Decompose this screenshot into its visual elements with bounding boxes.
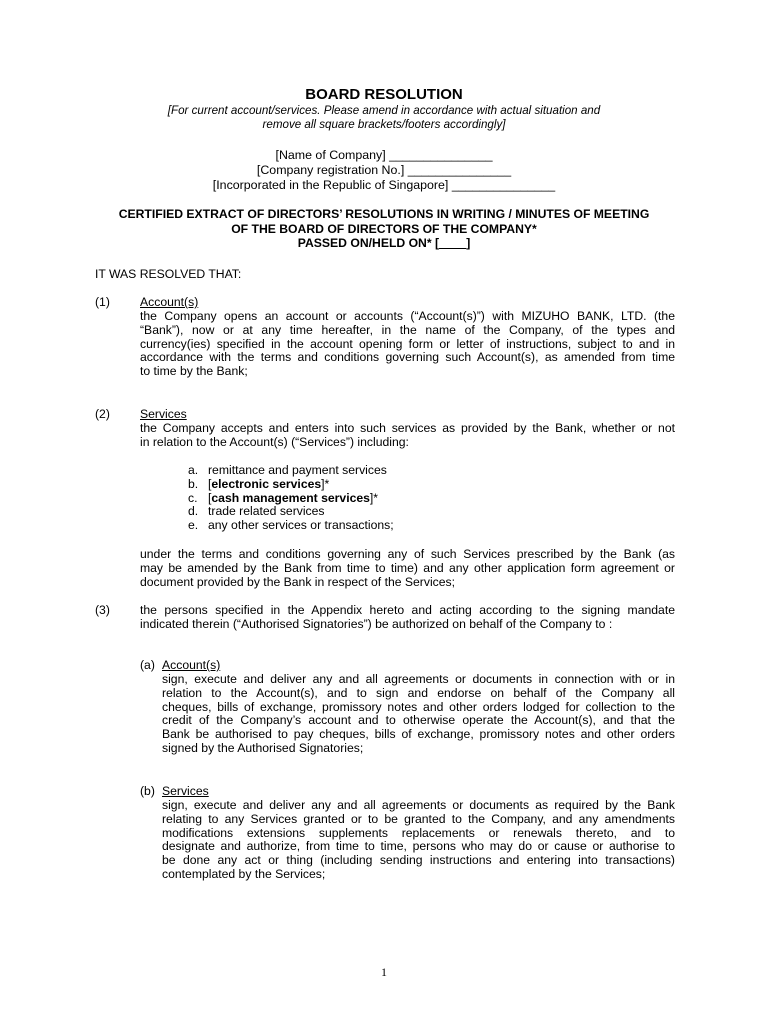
paragraph-line: accordance with the terms and conditions governing such Account(s), as amended from time	[140, 350, 675, 365]
list-marker: b.	[188, 476, 199, 491]
passed-on-close-bracket: ]	[466, 236, 471, 251]
passed-on-label: PASSED ON/HELD ON* [	[297, 236, 440, 251]
paragraph-line: the Company accepts and enters into such services as provided by the Bank, whether or not	[140, 421, 675, 435]
subsection-a-marker: (a)	[140, 658, 155, 672]
section-3-number: (3)	[95, 603, 110, 617]
list-item-suffix: ]*	[369, 490, 379, 505]
passed-on-date-blank: ____	[439, 236, 467, 251]
list-item-text: [	[208, 490, 212, 505]
paragraph-line: contemplated by the Services;	[162, 866, 326, 881]
company-name-line: [Name of Company] _______________	[275, 148, 493, 162]
paragraph-line: currency(ies) specified in the account opening form or letter of instructions, subject to and in	[140, 336, 675, 351]
subsection-b-marker: (b)	[140, 784, 155, 798]
subsection-b-heading: Services	[162, 784, 209, 798]
passed-on-line	[0, 236, 768, 251]
note-line: [For current account/services. Please amend in accordance with actual situation and	[167, 104, 601, 117]
paragraph-line: modifications extensions supplements replacements or renewals thereto, and to	[162, 825, 675, 840]
certified-line: OF THE BOARD OF DIRECTORS OF THE COMPANY*	[231, 221, 537, 236]
list-item-text: remittance and payment services	[208, 463, 387, 477]
section-2-paragraph	[140, 422, 675, 450]
instruction-note	[0, 104, 768, 131]
list-marker: a.	[188, 463, 199, 477]
list-marker: d.	[188, 504, 199, 519]
paragraph-line: sign, execute and deliver any and all agreements or documents in connection with or in	[162, 672, 675, 686]
paragraph-line: may be amended by the Bank from time to time) and any other application form agreement or	[140, 560, 675, 575]
certified-line: CERTIFIED EXTRACT OF DIRECTORS’ RESOLUTIONS IN WRITING / MINUTES OF MEETING	[118, 207, 650, 221]
section-1-heading: Account(s)	[140, 295, 199, 309]
subsection-b-paragraph	[162, 799, 675, 882]
subsection-a-paragraph	[162, 673, 675, 756]
section-2-closing-paragraph	[140, 548, 675, 589]
paragraph-line: cheques, bills of exchange, promissory notes and other orders lodged for collection to the	[162, 699, 675, 714]
paragraph-line: signed by the Authorised Signatories;	[162, 740, 364, 755]
paragraph-line: be done any act or thing (including sending instructions and entering into transactions)	[162, 853, 675, 868]
paragraph-line: “Bank”), now or at any time hereafter, in the name of the Company, of the types and	[140, 322, 675, 337]
paragraph-line: the Company opens an account or accounts (“Account(s)”) with MIZUHO BANK, LTD. (the	[140, 309, 675, 323]
section-1-paragraph	[140, 310, 675, 379]
list-item-bold-text: electronic services	[211, 476, 322, 491]
paragraph-line: designate and authorize, from time to time, persons who may do or cause or authorise to	[162, 839, 675, 854]
paragraph-line: credit of the Company’s account and to otherwise operate the Account(s), and that the	[162, 713, 675, 728]
paragraph-line: relating to any Services granted or to be granted to the Company, and any amendments	[162, 811, 675, 826]
paragraph-line: relation to the Account(s), and to sign and endorse on behalf of the Company all	[162, 685, 675, 700]
section-2-number: (2)	[95, 407, 110, 421]
paragraph-line: in relation to the Account(s) (“Services”) including:	[140, 434, 409, 449]
paragraph-line: indicated therein (“Authorised Signatories”) be authorized on behalf of the Company to :	[140, 616, 613, 631]
list-item-text: [	[208, 476, 212, 491]
list-marker: c.	[188, 490, 198, 505]
company-incorporation-line: [Incorporated in the Republic of Singapore] _______________	[212, 177, 556, 192]
note-line: remove all square brackets/footers accordingly]	[262, 117, 506, 131]
certified-extract-heading	[0, 207, 768, 251]
section-2-heading: Services	[140, 407, 187, 421]
list-item-text: trade related services	[208, 504, 325, 519]
list-marker: e.	[188, 518, 199, 533]
paragraph-line: sign, execute and deliver any and all agreements or documents as required by the Bank	[162, 798, 675, 812]
company-registration-line: [Company registration No.] _______________	[256, 162, 512, 177]
resolved-intro: IT WAS RESOLVED THAT:	[95, 267, 242, 281]
company-details	[0, 148, 768, 192]
subsection-a-heading: Account(s)	[162, 658, 221, 672]
list-item-text: any other services or transactions;	[208, 518, 394, 533]
paragraph-line: document provided by the Bank in respect of the Services;	[140, 574, 456, 589]
document-title: BOARD RESOLUTION	[305, 86, 463, 103]
section-1-number: (1)	[95, 295, 110, 309]
paragraph-line: under the terms and conditions governing any of such Services prescribed by the Bank (as	[140, 547, 675, 561]
paragraph-line: the persons specified in the Appendix hereto and acting according to the signing mandate	[140, 603, 675, 617]
paragraph-line: Bank be authorised to pay cheques, bills of exchange, promissory notes and other orders	[162, 727, 675, 742]
section-3-paragraph	[140, 604, 675, 632]
page-number: 1	[381, 965, 387, 979]
list-item-bold-text: cash management services	[211, 490, 370, 505]
list-item-suffix: ]*	[321, 476, 330, 491]
paragraph-line: to time by the Bank;	[140, 364, 248, 379]
